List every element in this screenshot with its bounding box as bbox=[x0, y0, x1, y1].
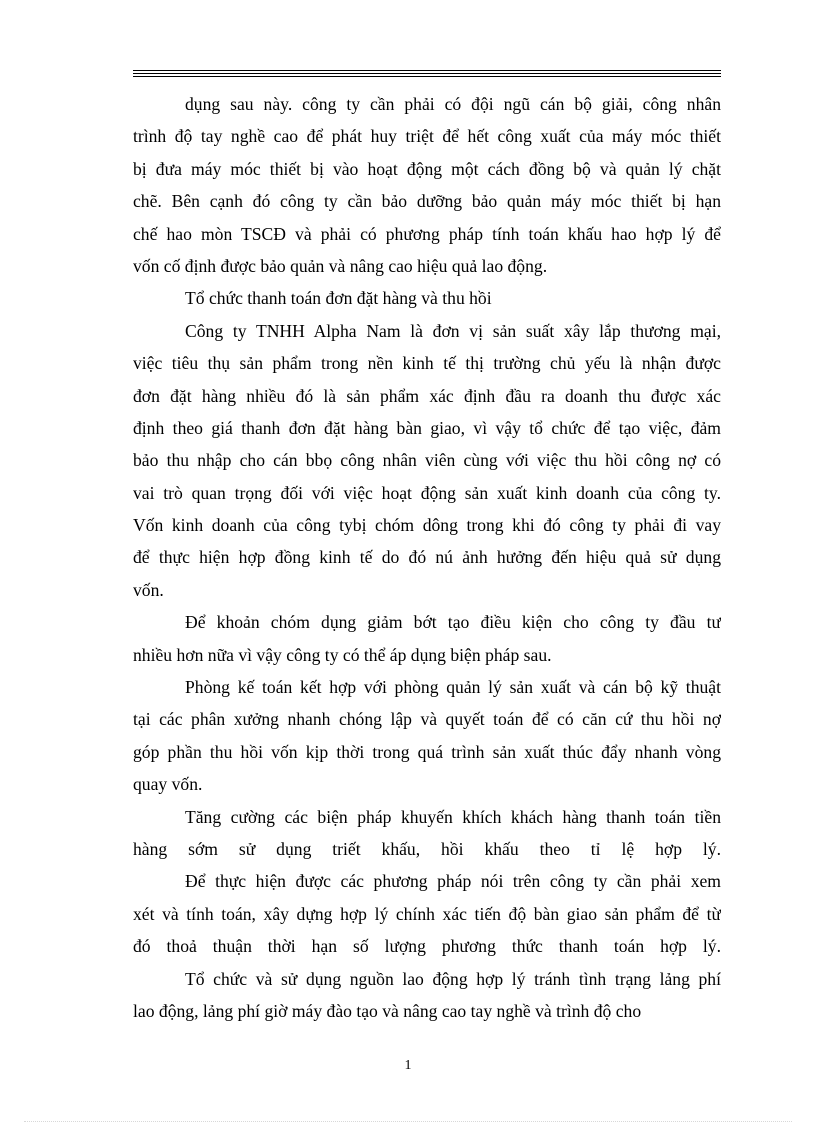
header-rule-bottom bbox=[133, 76, 721, 77]
text-line: Phòng kế toán kết hợp với phòng quản lý sản xuất và cán bộ kỹ thuật bbox=[185, 677, 721, 698]
page-bottom-border bbox=[24, 1121, 792, 1122]
text-line: việc tiêu thụ sản phẩm trong nền kinh tế thị trường chủ yếu là nhận được bbox=[133, 353, 721, 374]
document-body bbox=[133, 88, 721, 1027]
header-rule-middle bbox=[133, 73, 721, 74]
text-line: Tăng cường các biện pháp khuyến khích khách hàng thanh toán tiền bbox=[185, 806, 721, 827]
text-line: bảo thu nhập cho cán bbọ công nhân viên cùng với việc thu hồi công nợ có bbox=[133, 450, 721, 471]
text-line: Để thực hiện được các phương pháp nói trên công ty cần phải xem bbox=[185, 871, 721, 892]
text-line: hàng sớm sử dụng triết khấu, hồi khấu theo tỉ lệ hợp lý. bbox=[133, 838, 721, 859]
text-line: xét và tính toán, xây dựng hợp lý chính xác tiến độ bàn giao sản phẩm để từ bbox=[133, 903, 721, 924]
text-line: chẽ. Bên cạnh đó công ty cần bảo dưỡng bảo quản máy móc thiết bị hạn bbox=[133, 191, 721, 212]
text-line: trình độ tay nghề cao để phát huy triệt để hết công xuất của máy móc thiết bbox=[133, 126, 721, 147]
text-line: lao động, lảng phí giờ máy đào tạo và nâng cao tay nghề và trình độ cho bbox=[133, 1000, 642, 1021]
text-line: đơn đặt hàng nhiều đó là sản phẩm xác định đầu ra doanh thu được xác bbox=[133, 385, 721, 406]
text-line: đó thoả thuận thời hạn số lượng phương thức thanh toán hợp lý. bbox=[133, 936, 721, 957]
text-line: tại các phân xưởng nhanh chóng lập và quyết toán để có căn cứ thu hồi nợ bbox=[133, 709, 721, 730]
text-line: định theo giá thanh đơn đặt hàng bàn giao, vì vậy tổ chức để tạo việc, đảm bbox=[133, 417, 721, 438]
text-line: để thực hiện hợp đồng kinh tế do đó nú ảnh hưởng đến hiệu quả sử dụng bbox=[133, 547, 721, 568]
text-line: Tổ chức và sử dụng nguồn lao động hợp lý tránh tình trạng lảng phí bbox=[185, 968, 721, 989]
text-line: quay vốn. bbox=[133, 774, 203, 795]
text-line: Công ty TNHH Alpha Nam là đơn vị sản suất xây lắp thương mại, bbox=[185, 320, 721, 341]
text-line: nhiều hơn nữa vì vậy công ty có thể áp dụng biện pháp sau. bbox=[133, 644, 552, 665]
text-line: dụng sau này. công ty cần phải có đội ngũ cán bộ giải, công nhân bbox=[185, 94, 721, 114]
page-number: 1 bbox=[404, 1058, 412, 1073]
text-line: Vốn kinh doanh của công tybị chóm dông trong khi đó công ty phải đi vay bbox=[133, 515, 721, 536]
text-line: Để khoản chóm dụng giảm bớt tạo điều kiện cho công ty đầu tư bbox=[185, 612, 721, 633]
text-line: vai trò quan trọng đối với việc hoạt động sản xuất kinh doanh của công ty. bbox=[133, 482, 721, 503]
text-line: vốn cố định được bảo quản và nâng cao hiệu quả lao động. bbox=[133, 255, 548, 276]
text-line: Tổ chức thanh toán đơn đặt hàng và thu hồi bbox=[185, 288, 492, 309]
text-line: chế hao mòn TSCĐ và phải có phương pháp tính toán khấu hao hợp lý để bbox=[133, 223, 721, 244]
text-line: bị đưa máy móc thiết bị vào hoạt động một cách đồng bộ và quản lý chặt bbox=[133, 158, 721, 179]
header-rule-top bbox=[133, 70, 721, 71]
text-line: vốn. bbox=[133, 579, 164, 600]
text-line: góp phần thu hồi vốn kịp thời trong quá trình sản xuất thúc đẩy nhanh vòng bbox=[133, 741, 721, 762]
